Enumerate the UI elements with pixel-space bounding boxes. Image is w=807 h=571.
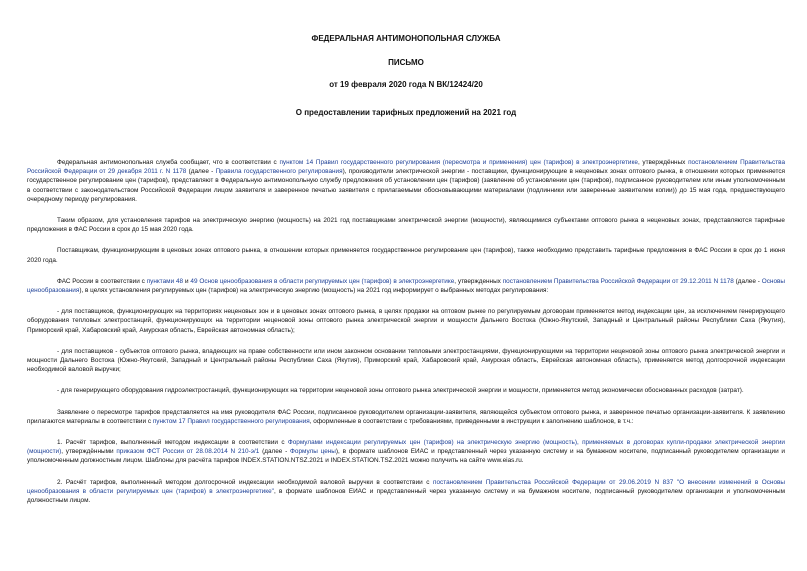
document-subject: О предоставлении тарифных предложений на 2021 год (295, 108, 517, 117)
paragraph-text: ФАС России в соответствии с (57, 277, 147, 285)
paragraph (27, 386, 785, 395)
document-link[interactable]: Формулами индексации регулируемых цен (тарифов) на электрическую энергию (мощность), применяемых в договорах купли-продажи электрической энергии (мощности) (27, 439, 785, 456)
document-link[interactable]: пунктом 17 Правил государственного регулирования (152, 417, 310, 425)
paragraph (27, 158, 785, 204)
paragraph-text: Поставщикам, функционирующим в ценовых зонах оптового рынка, в отношении которых применяется государственное регулирование цен (тарифов), также необходимо представить тарифные предложения в ФАС России в срок до 1 июня 2020 года. (27, 247, 785, 264)
paragraph-text: , оформленные в соответствии с требованиями, приведенными в инструкции к заполнению шаблонов, в т.ч.: (309, 417, 634, 425)
paragraph-text: - для генерирующего оборудования гидроэлектростанций, функционирующих на территории неценовой зоны оптового рынка электрической энергии и мощности, применяется метод экономически обоснованных расходов (затрат). (57, 387, 744, 395)
paragraph-text: , утверждённых (637, 159, 689, 166)
document-link[interactable]: Формулы цены (290, 448, 336, 456)
document-link[interactable]: 49 Основ ценообразования в области регулируемых цен (тарифов) в электроэнергетике (190, 277, 455, 285)
paragraph-text: ), в формате шаблонов ЕИАС и представленный через указанную систему и на бумажном носителе, подписанный руководителем организации и уполномоченным должностным лицом. Шаблоны для расчёта тарифов INDEX.STATION.NTSZ.2021 и INDEX.STATION.TSZ.2021 можно получить на сайте www.eias.ru. (27, 448, 785, 465)
document-link[interactable]: постановлением Правительства Российской Федерации от 29.06.2019 N 837 "О внесении изменений в Основы ценообразования в области регулируемых цен (тарифов) в электроэнергетике" (27, 478, 786, 495)
paragraph (27, 216, 785, 234)
paragraph (27, 408, 785, 426)
paragraph (27, 478, 785, 506)
paragraph (27, 277, 785, 295)
paragraph (27, 438, 785, 466)
paragraph-text: (далее - (186, 168, 216, 176)
document-link[interactable]: Основы ценообразования (27, 277, 785, 295)
paragraph-text: - для поставщиков, функционирующих на территориях неценовых зон и в ценовых зонах оптового рынка, в целях продажи на оптовом рынке по регулируемым договорам применяется метод индексации цен, за исключением генерирующего оборудования тепловых электростанций, функционирующих на территории неценовой зоны оптового рынка электрической энергии и мощности Дальнего Востока (Южно-Якутский, Западный и Центральный районы Республики Саха (Якутия), Приморский край, Хабаровский край, Амурская область, Еврейская автономная область); (27, 308, 785, 334)
document-link[interactable]: пунктом 14 Правил государственного регулирования (пересмотра и применения) цен (тарифов) в электроэнергетике (279, 159, 638, 166)
paragraph-text: , утверждёнными (61, 448, 117, 456)
document-link[interactable]: приказом ФСТ России от 28.08.2014 N 210-э/1 (116, 448, 260, 456)
paragraph-text: Заявление о пересмотре тарифов представляется на имя руководителя ФАС России, подписанное руководителем организации-заявителя, являющейся субъектом оптового рынка, и заверенное печатью организации-заявителя. К заявлению прилагаются материалы в соответствии с (27, 408, 785, 425)
paragraph-text: - для поставщиков - субъектов оптового рынка, владеющих на праве собственности или ином законном основании тепловыми электростанциями, функционирующими на территории неценовой зоны оптового рынка электрической энергии и мощности Дальнего Востока (Южно-Якутский, Западный и Центральный районы Республики Саха (Якутия), Приморский край, Хабаровский край, Амурская область, Еврейская автономная область), применяется метод долгосрочной индексации необходимой валовой выручки; (27, 347, 785, 374)
document-link[interactable]: постановлением Правительства Российской Федерации от 29.12.2011 N 1178 (502, 277, 734, 285)
document-type: ПИСЬМО (388, 58, 424, 67)
paragraph-text: (далее - (259, 448, 291, 456)
document-link[interactable]: постановлением Правительства Российской Федерации от 29 декабря 2011 г. N 1178 (27, 159, 786, 176)
paragraph-text: 1. Расчёт тарифов, выполненный методом индексации в соответствии с (57, 439, 288, 447)
agency-name: ФЕДЕРАЛЬНАЯ АНТИМОНОПОЛЬНАЯ СЛУЖБА (311, 34, 501, 43)
paragraph (27, 246, 785, 264)
paragraph-text: (далее - (733, 277, 762, 285)
paragraph (27, 347, 785, 375)
paragraph-text: 2. Расчёт тарифов, выполненный методом долгосрочной индексации необходимой валовой выручки в соответствии с (57, 478, 433, 486)
paragraph-text: , утвержденных (454, 277, 503, 285)
paragraph-text: ), производители электрической энергии - поставщики, функционирующие в неценовых зонах оптового рынка, в отношении которых применяется государственное регулирование цен (тарифов), представляют в Федеральную антимонопольную службу предложения об установлении цен (тарифов) (заявление об установлении цен (тарифов), подписанное руководителем или иным уполномоченным в соответствии с законодательством Российской Федерации лицом заявителя и заверенное печатью заявителя с прилагаемыми обосновывающими материалами (подлинники или заверенные заявителем копии)) до 15 мая года, предшествующего очередному периоду регулирования. (27, 168, 785, 203)
paragraph-text: ), в целях установления регулируемых цен (тарифов) на электрическую энергию (мощность) на 2021 год информирует о выбранных методах регулирования: (79, 287, 549, 295)
document-link[interactable]: Правила государственного регулирования (215, 168, 343, 176)
paragraph-text: и (183, 277, 191, 285)
paragraph-text: Таким образом, для установления тарифов на электрическую энергию (мощность) на 2021 год поставщиками электрической энергии (мощности), являющимися субъектами оптового рынка в неценовых зонах, представляются тарифные предложения в ФАС России в срок до 15 мая 2020 года. (27, 217, 785, 234)
paragraph-text: , в формате шаблонов ЕИАС и представленный через указанную систему и на бумажном носителе, подписанный руководителем организации и уполномоченным должностным лицом. (27, 487, 785, 505)
paragraph-text: Федеральная антимонопольная служба сообщает, что в соответствии с (57, 159, 280, 166)
paragraph (27, 307, 785, 335)
document-date-number: от 19 февраля 2020 года N ВК/12424/20 (329, 80, 483, 89)
document-link[interactable]: пунктами 48 (146, 277, 184, 285)
